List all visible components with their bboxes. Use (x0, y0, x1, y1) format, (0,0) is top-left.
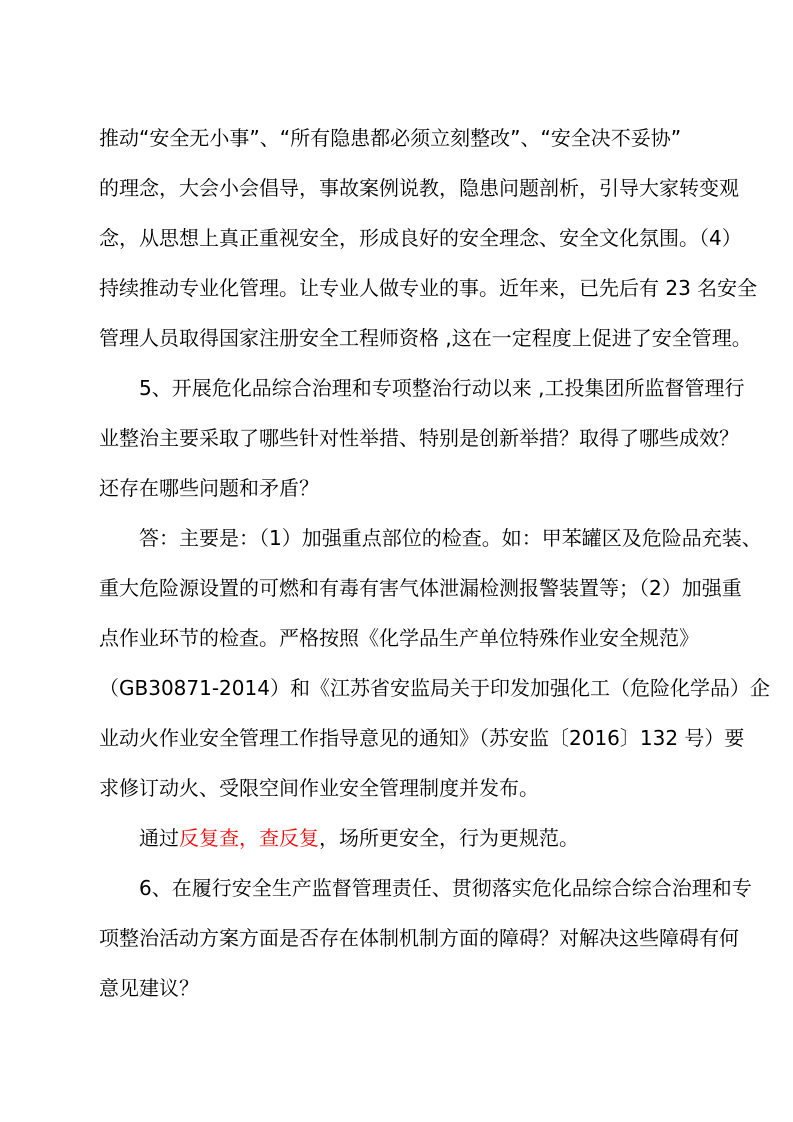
text-run: 还存在哪些问题和矛盾？ (99, 476, 319, 500)
text-run: 管理人员取得国家注册安全工程师资格 ,这在一定程度上促进了安全管理。 (99, 326, 752, 350)
text-line (99, 763, 695, 813)
text-line (99, 613, 699, 663)
text-run: 业整治主要采取了哪些针对性举措、特别是创新举措？取得了哪些成效？ (99, 426, 739, 450)
text-line (99, 313, 752, 363)
text-run: 5、开展危化品综合治理和专项整治行动以来 ,工投集团所监督管理行 (139, 376, 745, 400)
text-run: 项整治活动方案方面是否存在体制机制方面的障碍？对解决这些障碍有何 (99, 926, 739, 950)
text-line (99, 713, 745, 763)
text-run: 重大危险源设置的可燃和有毒有害气体泄漏检测报警装置等；（2）加强重 (99, 576, 742, 600)
text-line (99, 813, 695, 863)
text-line (99, 913, 739, 963)
text-line (99, 413, 739, 463)
highlighted-text-run: 反复查，查反复 (179, 826, 319, 850)
text-line (99, 563, 742, 613)
text-line (99, 463, 695, 513)
text-run: 6、在履行安全生产监督管理责任、贯彻落实危化品综合综合治理和专 (139, 876, 752, 900)
text-run: 业动火作业安全管理工作指导意见的通知》（苏安监〔2016〕132 号）要 (99, 726, 745, 750)
text-run: 意见建议？ (99, 976, 199, 1000)
text-line (99, 113, 695, 163)
text-run: ，场所更安全，行为更规范。 (319, 826, 579, 850)
text-run: 通过 (139, 826, 179, 850)
text-line (99, 513, 762, 563)
text-run: （GB30871-2014）和《江苏省安监局关于印发加强化工（危险化学品）企 (99, 676, 770, 700)
text-run: 的理念，大会小会倡导，事故案例说教，隐患问题剖析，引导大家转变观 (99, 176, 739, 200)
text-line (99, 163, 739, 213)
text-line (99, 213, 742, 263)
text-run: 推动“安全无小事”、“所有隐患都必须立刻整改”、“安全决不妥协” (99, 126, 682, 150)
text-run: 念，从思想上真正重视安全，形成良好的安全理念、安全文化氛围。（4） (99, 226, 742, 250)
text-run: 求修订动火、受限空间作业安全管理制度并发布。 (99, 776, 539, 800)
text-run: 点作业环节的检查。严格按照《化学品生产单位特殊作业安全规范》 (99, 626, 699, 650)
text-run: 持续推动专业化管理。让专业人做专业的事。近年来，已先后有 23 名安全 (99, 276, 758, 300)
text-line (99, 863, 752, 913)
text-line (99, 963, 695, 1013)
document-body (99, 113, 770, 1013)
text-run: 答：主要是：（1）加强重点部位的检查。如：甲苯罐区及危险品充装、 (139, 526, 762, 550)
text-line (99, 263, 758, 313)
text-line (99, 663, 770, 713)
text-line (99, 363, 745, 413)
